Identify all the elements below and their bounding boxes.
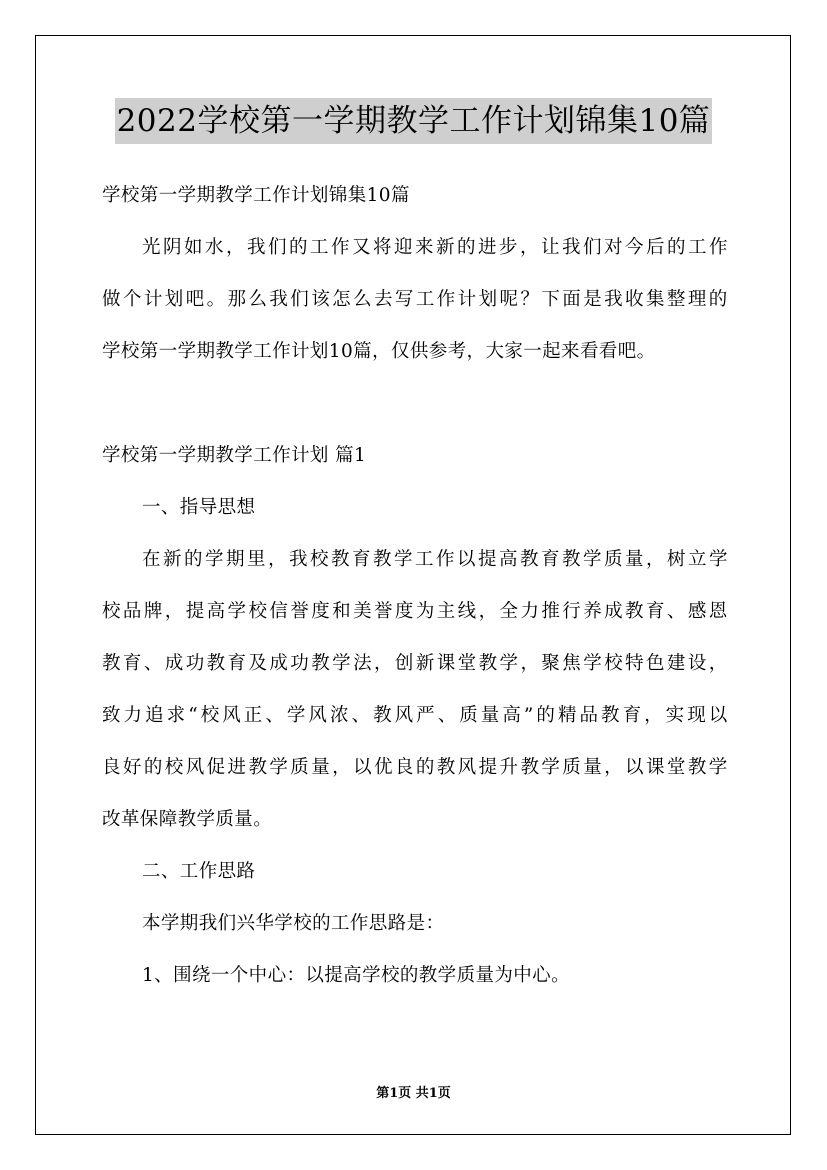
heading-guiding-ideology: 一、指导思想 — [142, 497, 256, 518]
intro-line: 光 阴 如 水 ， 我 们 的 工 作 又 将 迎 来 新 的 进 步 ， 让 我 们 对 今 后 的 工 作 — [142, 237, 728, 258]
document-body — [102, 170, 728, 1002]
blank-line — [102, 378, 728, 430]
body-line: 良 好 的 校 风 促 进 教 学 质 量 ， 以 优 良 的 教 风 提 升 教 学 质 量 ， 以 课 堂 教 学 — [102, 757, 728, 778]
body-line: 在 新 的 学 期 里 ， 我 校 教 育 教 学 工 作 以 提 高 教 育 教 学 质 量 ， 树 立 学 — [142, 549, 728, 570]
intro-line: 做 个 计 划 吧 。 那 么 我 们 该 怎 么 去 写 工 作 计 划 呢 ？ 下 面 是 我 收 集 整 理 的 — [102, 289, 728, 310]
body-line: 教 育 、 成 功 教 育 及 成 功 教 学 法 ， 创 新 课 堂 教 学 ， 聚 焦 学 校 特 色 建 设 ， — [102, 653, 728, 674]
heading-work-approach: 二、工作思路 — [142, 861, 256, 882]
approach-intro: 本学期我们兴华学校的工作思路是： — [142, 913, 445, 934]
list-item: 1、围绕一个中心：以提高学校的教学质量为中心。 — [142, 965, 570, 986]
section-heading: 学校第一学期教学工作计划 篇1 — [102, 445, 367, 466]
body-line: 校 品 牌 ， 提 高 学 校 信 誉 度 和 美 誉 度 为 主 线 ， 全 力 推 行 养 成 教 育 、 感 恩 — [102, 601, 728, 622]
body-line: 改革保障教学质量。 — [102, 809, 273, 830]
document-title: 2022学校第一学期教学工作计划锦集10篇 — [115, 98, 713, 144]
body-line: 致 力 追 求 “ 校 风 正 、 学 风 浓 、 教 风 严 、 质 量 高 ” 的 精 品 教 育 ， 实 现 以 — [102, 705, 728, 726]
document-subtitle: 学校第一学期教学工作计划锦集10篇 — [102, 185, 410, 206]
intro-line: 学校第一学期教学工作计划10篇，仅供参考，大家一起来看看吧。 — [102, 341, 656, 362]
page-footer: 第1页 共1页 — [376, 1086, 451, 1101]
title-container — [0, 98, 827, 144]
